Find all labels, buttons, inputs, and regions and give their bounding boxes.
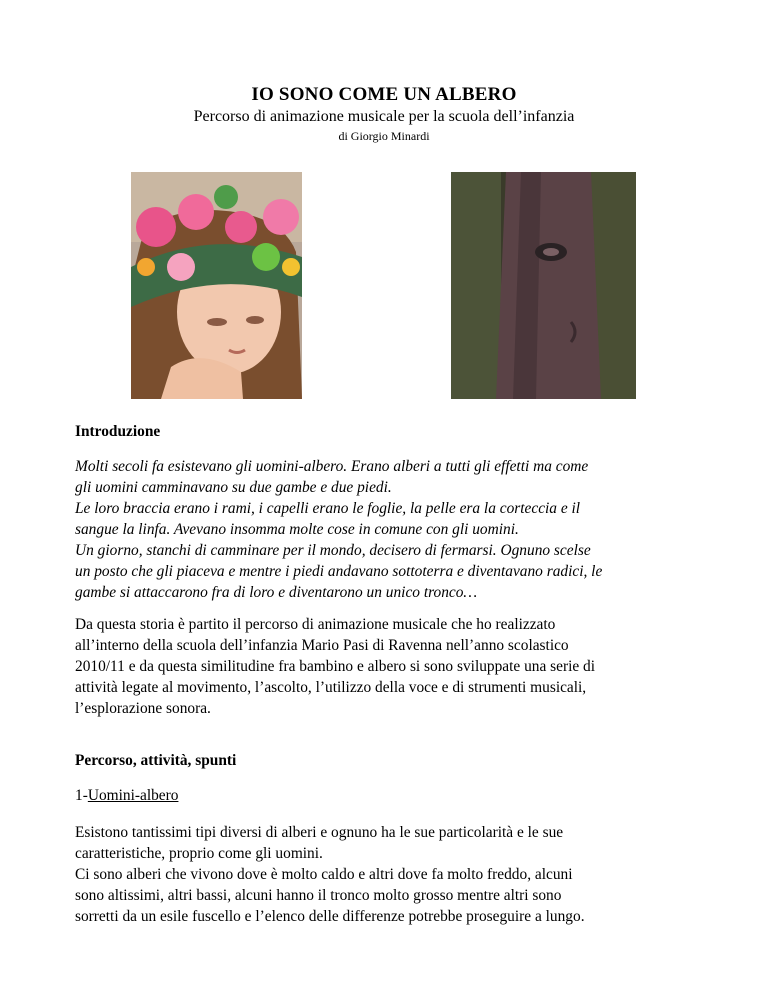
section-line: Esistono tantissimi tipi diversi di alberi e ognuno ha le sue particolarità e le sue	[75, 824, 564, 841]
section-line: sorretti da un esile fuscello e l’elenco delle differenze potrebbe proseguire a lungo.	[75, 908, 585, 925]
body-line: l’esplorazione sonora.	[75, 700, 211, 717]
story-line: gambe si attaccarono fra di loro e diventarono un unico tronco…	[75, 584, 478, 601]
body-line: attività legate al movimento, l’ascolto, l’utilizzo della voce e di strumenti musicali,	[75, 679, 587, 696]
subsection-number: 1-	[75, 787, 88, 804]
section-line: sono altissimi, altri bassi, alcuni hanno il tronco molto grosso mentre altri sono	[75, 887, 562, 904]
section-line: caratteristiche, proprio come gli uomini.	[75, 845, 323, 862]
child-flower-crown-photo	[131, 172, 302, 399]
story-line: Molti secoli fa esistevano gli uomini-albero. Erano alberi a tutti gli effetti ma come	[75, 458, 589, 475]
body-line: 2010/11 e da questa similitudine fra bambino e albero si sono sviluppate una serie di	[75, 658, 596, 675]
subsection-title: Uomini-albero	[87, 787, 179, 804]
subsection-heading	[75, 785, 695, 806]
story-line: Le loro braccia erano i rami, i capelli erano le foglie, la pelle era la corteccia e il	[75, 500, 581, 517]
tree-trunk-photo	[451, 172, 636, 399]
body-line: all’interno della scuola dell’infanzia Mario Pasi di Ravenna nell’anno scolastico	[75, 637, 569, 654]
body-line: Da questa storia è partito il percorso di animazione musicale che ho realizzato	[75, 616, 556, 633]
intro-heading: Introduzione	[75, 423, 161, 440]
section-line: Ci sono alberi che vivono dove è molto caldo e altri dove fa molto freddo, alcuni	[75, 866, 573, 883]
story-line: un posto che gli piaceva e mentre i piedi andavano sottoterra e diventavano radici, le	[75, 563, 603, 580]
story-line: Un giorno, stanchi di camminare per il mondo, decisero di fermarsi. Ognuno scelse	[75, 542, 591, 559]
document-title: IO SONO COME UN ALBERO	[251, 84, 517, 105]
intro-body	[75, 614, 695, 719]
section-heading: Percorso, attività, spunti	[75, 752, 237, 769]
document-author: di Giorgio Minardi	[338, 129, 430, 143]
story-line: gli uomini camminavano su due gambe e due piedi.	[75, 479, 392, 496]
section-body	[75, 822, 695, 927]
document-subtitle: Percorso di animazione musicale per la scuola dell’infanzia	[193, 108, 575, 125]
story-line: sangue la linfa. Avevano insomma molte cose in comune con gli uomini.	[75, 521, 519, 538]
intro-story	[75, 456, 695, 603]
